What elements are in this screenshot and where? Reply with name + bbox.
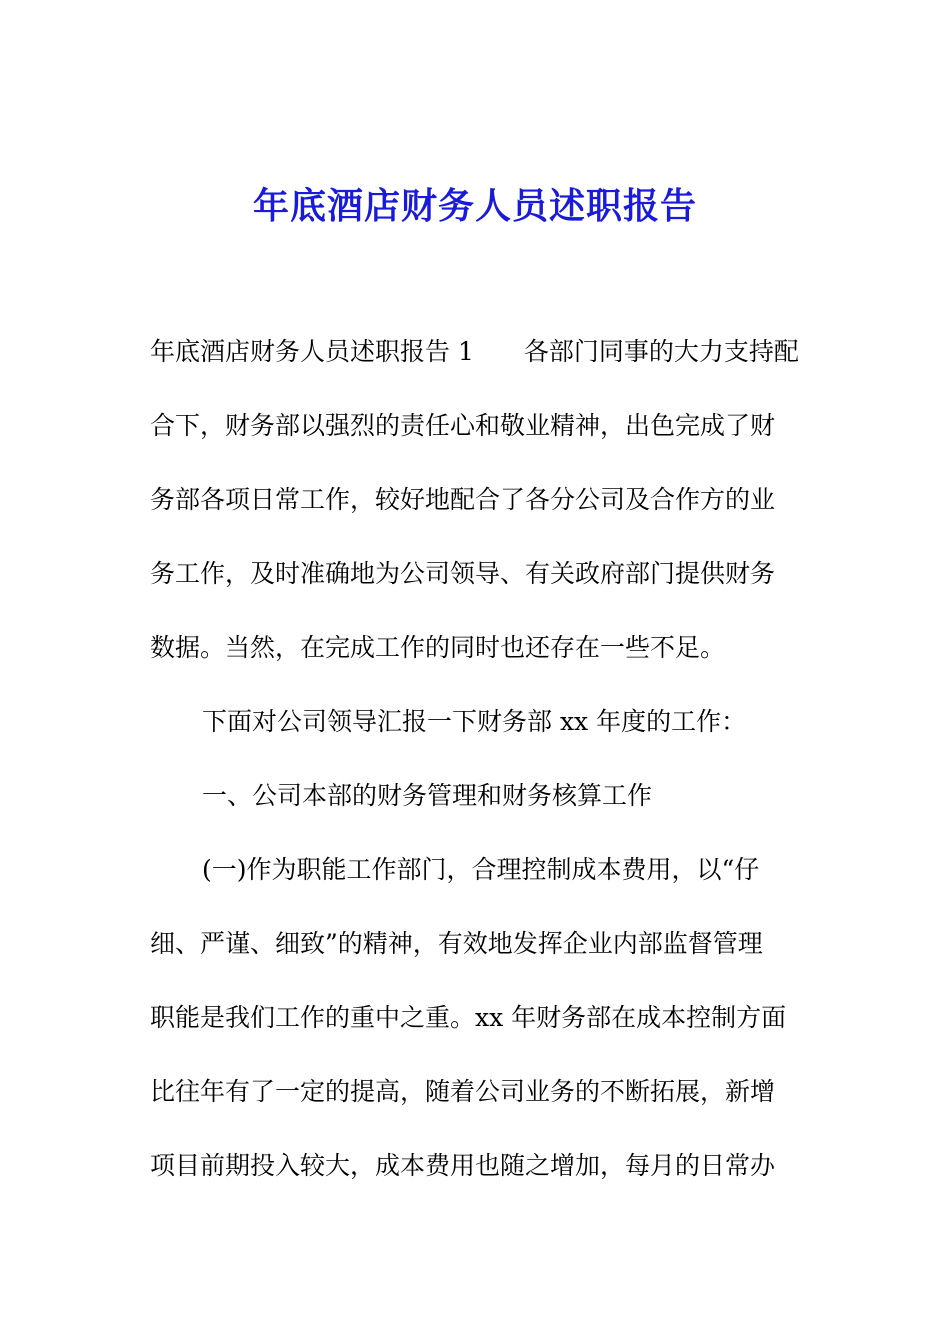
paragraph-line: 细、严谨、细致”的精神，有效地发挥企业内部监督管理 [150,929,763,958]
paragraph-line: 务部各项日常工作，较好地配合了各分公司及合作方的业 [150,485,776,514]
paragraph-line: 项目前期投入较大，成本费用也随之增加，每月的日常办 [150,1151,776,1180]
paragraph-line: 合下，财务部以强烈的责任心和敬业精神，出色完成了财 [150,411,776,440]
paragraph-line: 比往年有了一定的提高，随着公司业务的不断拓展，新增 [150,1077,776,1106]
paragraph-line: (一)作为职能工作部门，合理控制成本费用，以“仔 [202,855,760,884]
paragraph-line: 数据。当然，在完成工作的同时也还存在一些不足。 [150,633,726,662]
paragraph-line: 下面对公司领导汇报一下财务部 xx 年度的工作： [202,707,747,736]
section-heading: 一、公司本部的财务管理和财务核算工作 [202,781,653,810]
document-title: 年底酒店财务人员述职报告 [252,185,697,227]
paragraph-line: 职能是我们工作的重中之重。xx 年财务部在成本控制方面 [150,1003,787,1032]
paragraph-line: 年底酒店财务人员述职报告 1 各部门同事的大力支持配 [150,337,799,366]
paragraph-line: 务工作，及时准确地为公司领导、有关政府部门提供财务 [150,559,776,588]
